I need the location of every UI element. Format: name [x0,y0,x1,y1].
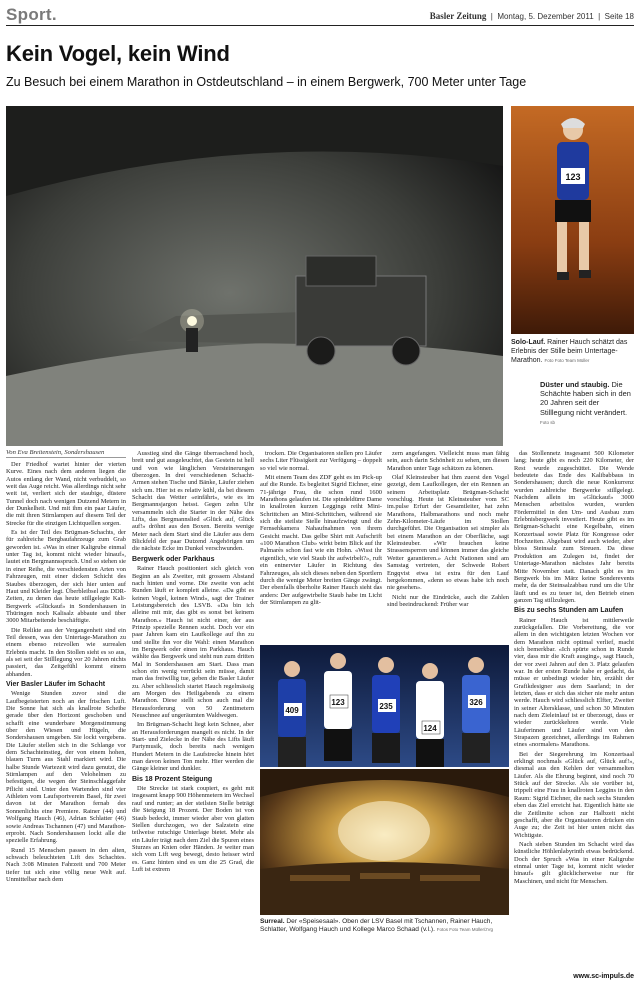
hall-illustration [260,769,509,915]
hall-photo-credit: Fotos Foto Team Müller/zVg [436,927,493,933]
paragraph: Mit einem Team des ZDF geht es im Pick-up auf die Runde. Es begleitet Sigrid Eichner, eine 71-jährige Frau, die schon rund 1600 Marathons gelaufen ist. Die spindeldürre Dame in knallroten kurzen Leggings reiht Mini-Schrittchen an Mini-Schrittchen, während sie sich die steilste Stelle hinaufzwingt und die Fernsehkamera Nahaufnahmen von ihrem Gesicht macht. Das gelbe Shirt mit Aufschrift «100 Marathon Club» wirkt beim Blick auf ihr Palmarès schon fast wie ein Hohn. «Wisst ihr eigentlich, wie viel Staub ihr aufwirbelt?», ruft ein entnervter Läufer in Richtung des Fahrzeuges, als sich dieses neben den Sportlern durch die wenige Meter breiten Gänge zwängt. Der ebenfalls überholte Rainer Hauch sieht das anders: Der aufgewirbelte Staub habe im Licht der Stirnlampen zu glit- [260,474,382,606]
tunnel-caption [540,380,634,427]
subheading: Bergwerk oder Parkhaus [132,555,215,563]
paragraph: trocken. Die Organisatoren stellen pro Läufer sechs Liter Flüssigkeit zur Verfügung – doppelt so viel wie normal. [260,450,382,472]
solo-bib-number: 123 [565,172,581,182]
byline-rule [6,457,126,458]
paragraph: Im Brügman-Schacht liegt kein Schnee, aber an Herausforderungen mangelt es nicht. In der Start- und Zielecke in der Nähe des Lifts läuft Partymusik, doch bereits nach wenigen Hundert Metern in die Laufstrecke hinein hört man davon keinen Ton mehr. Hier werden die Gänge kleiner und dunkler. [132,721,254,773]
paragraph: Wenige Stunden zuvor sind die Laufbegeisterten noch an der frischen Luft. Die Sonne hat sich als knallrote Scheibe gerade über den Horizont geschoben und schafft eine wunderbare Morgenstimmung über den Wiesen und Hügeln, die Sondershausen umgeben. Sie lockt vergebens. Die Läufer stellen sich in die Schlange vor dem Schachteinstieg, der von einem hohen, blauen Turm aus Stahl markiert wird. Die halbe Stunde Wartezeit wird dazu genutzt, die Stirnlampen auf den Velohelmen zu befestigen, die wegen der Steinschlaggefahr Pflicht sind. Unter den Wartenden sind vier Athleten vom Laufsportverein Basel, für zwei davon ist der Marathon fernab des Sonnenlichts eine Premiere. Rainer (44) und Wolfgang Hauch (46), Adrian Schlatter (46) sowie Andreas Tschannen (47) und Marathon-erprobt. Nach Sondershausen lockt alle die spezielle Erfahrung. [6,690,126,845]
paragraph: Bei der Siegerehrung im Konzertsaal erklingt nochmals «Glück auf, Glück auf!», diesmal aus den Kehlen der versammelten Läufer. Als die Ehrung beginnt, sind noch 70 Stück auf der Strecke. Als sie vorüber ist, trippelt eine Frau in knallroten Leggins in den Raum: Sigrid Eichner, die nach sechs Stunden eben das Ziel erreicht hat. Eigentlich hätte sie die Zeitlimite schon zur Halbzeit nicht geschafft, aber die Organisatoren drücken ein Auge zu; die Zeit ist hier unten nicht das Wichtigste. [514,750,634,839]
paragraph: zern angefangen. Vielleicht muss man fähig sein, auch darin Schönheit zu sehen, um diesen Marathon unter Tage schätzen zu können. [387,450,509,472]
newspaper-name: Basler Zeitung [429,11,487,21]
section-title: Sport. [6,5,57,24]
tunnel-photo-credit: Foto sb [540,419,556,425]
tunnel-caption-text: Die Schächte haben sich in den 20 Jahren seit der Stilllegung nicht verändert. [540,380,631,417]
paragraph: Nicht nur die Eindrücke, auch die Zahlen sind beeindruckend: Früher war [387,593,509,608]
bib-number: 409 [285,706,299,715]
paragraph: Ausstieg sind die Gänge überraschend hoch, breit und gut ausgeleuchtet, das Gestein ist hell und von wie länglichen Versteinerungen überzogen. In drei verschiedenen Schacht-Armen stehen Tische und Bänke, Läufer ziehen sich um. Hier ist es relativ kühl, da bei diesem Schacht das Wetter «einfährt», wie es im Bergmannsjargon heisst. Gegen zehn Uhr versammeln sich die Starter in der Nähe des Lifts, das Bergmannslied «Glück auf, Glück auf!» dröhnt aus den Boxen. Bereits wenige Meter nach dem Start sind die Läufer aus dem Blickfeld der paar Dutzend Angehörigen um die nächste Ecke im Dunkel verschwunden. [132,450,254,553]
paragraph: Die Strecke ist stark coupiert, es geht mit insgesamt knapp 900 Höhenmetern im Wechsel rauf und runter; an der steilsten Stelle beträgt die Steigung 18 Prozent. Der Boden ist von Staub bedeckt, immer wieder aber von glatten Stellen durchzogen, wo der Salzstein eine teilweise rutschige Unterlage bietet. Mehr als ein Läufer trägt nach dem Ziel die Spuren eines Sturzes an Knien oder Händen. Je weiter man sich vom Lift weg bewegt, desto heisser wird es. Ganz hinten sind es um die 25 Grad, die Luft ist extrem [132,785,254,873]
article-url[interactable]: www.sc-impuls.de [573,973,634,980]
hall-caption [260,918,509,934]
bib-number: 235 [379,702,393,711]
article-column-4 [387,450,509,640]
paragraph: Rainer Hauch ist mittlerweile zurückgefallen. Die Vorbereitung, die vor allem in den wichtigsten letzten Wochen vor dem Marathon nicht optimal verlief, macht sich bemerkbar. «Ich spürte schon in Runde vier, dass mir die Kraft ausging», sagt Hauch, der vor zwei Jahren auf den 3. Platz gelaufen war. In der ersten Runde habe er gedacht, da müsse er unbedingt wieder hin, erzählt der Grafikdesigner aus dem Saarland; in der letzten, dass er sich das sicher nie mehr antun werde. Hauch wird schliesslich Elfter, Zweiter in seiner Altersklasse, und schon 30 Minuten nach dem Zieleinlauf ist er überzeugt, dass er wieder zurückkehren werde. Viele Läuferinnen und Läufer sind von den Strapazen gezeichnet, allerdings im Rahmen eines «normalen» Marathons. [514,616,634,749]
paper-info: Basler Zeitung | Montag, 5. Dezember 2011 | Seite 18 [429,11,634,21]
article-column-2 [132,450,254,979]
byline: Von Eva Breitenstein, Sondershausen [6,449,105,456]
headline: Kein Vogel, kein Wind [6,41,230,66]
issue-date: Montag, 5. Dezember 2011 [497,12,594,21]
tunnel-caption-lead: Düster und staubig. [540,380,610,389]
tunnel-illustration [6,106,503,446]
runner-caption-lead: Solo-Lauf. [511,339,546,346]
subheading: Vier Basler Läufer im Schacht [6,680,106,688]
article-column-1 [6,461,126,979]
hall-caption-lead: Surreal. [260,918,285,925]
subheading: Bis 18 Prozent Steigung [132,775,213,783]
article-column-3 [260,450,382,640]
runner-caption-text: Rainer Hauch schätzt das Erlebnis der Stille beim Untertage-Marathon. [511,339,628,364]
page-header [6,5,634,26]
paragraph: Nach sieben Stunden im Schacht wird das künstliche Höhlenlabyrinth etwas bedrückend. Doch der Spruch «Was in einer Kaligrube einmal unter Tage ist, kommt nicht wieder hinauf» gilt glücklicherweise nur für Maschinen, und nicht für Menschen. [514,840,634,885]
paragraph: Der Friedhof wartet hinter der vierten Kurve. Eines nach dem anderen liegen die Autos entlang der Wand, nicht verbuddelt, so weit das Auge reicht. Was allerdings nicht sehr weit ist, verliert sich der staubige, düstere Tunnel doch nach wenigen Dutzend Metern in der Dunkelheit. Und mit ihm ein paar Läufer, die mit ihren Stirnlampen auf diesem Teil der Strecke für die einzigen Lichtquellen sorgen. [6,461,126,527]
team-photo [260,645,509,767]
article-column-5 [514,450,634,972]
paragraph: Rainer Hauch positioniert sich gleich von Beginn an als Zweiter, mit grossem Abstand nach hinten und vorne. Die zweite von acht Runden läuft er komplett alleine. «Da gibt es keinen Vogel, keinen Wind», sagt der Trainer Leistungsbereich des LSVB. «Da bin ich alleine mit mir, das gibt es sonst bei keinem Marathon.» Hauch ist nicht einer, der aus Prinzip spezielle Rennen sucht. Doch vor ein paar Jahren kam ein Laufkollege auf ihn zu und stellte ihn vor die Wahl: einen Marathon im Bergwerk oder einen im Parkhaus. Hauch wählte das Bergwerk und steht nun zum dritten Mal in Sondershausen am Start. Dass man schon ein wenig verrückt sein müsse, damit man das freiwillig tue, geben die Basler Läufer zu. Aber schliesslich startet Hauch regelmässig am Morgen des Heiligabends zu einem Marathon. Diese stellt schon auch mal die Herausforderung von 50 Zentimetern Neuschnee auf ungeräumten Waldwegen. [132,565,254,720]
paragraph: das Stollennetz insgesamt 500 Kilometer lang; heute gibt es noch 220 Kilometer, der Rest wurde zugeschüttet. Die Wende bedeutete das Ende des Kalibabbaus in Sondershausen; durch die neue Konkurrenz wurden zahlreiche Bergwerke stillgelegt. Nachdem allein im «Glückauf» 3000 Menschen arbeitslos wurden, wurden Fördermittel in den Um- und Ausbau zum Erlebnisbergwerk investiert. Heute gibt es im Brügman-Schacht eine Kegelbahn, einen Konzertsaal sowie Platz für Kongresse oder Hochzeiten. Abgebaut wird auch wieder, aber bloss Steinsalz zum Streuen. Da diese Produktion am Zulegen ist, findet der Untertage-Marathon nächstes Jahr bereits Mitte November statt. Danach gibt es im Bergwerk bis im März keine Sonderevents mehr, da der Steinsalzabbau rund um die Uhr läuft und es zu teuer ist, den Betrieb einen ganzen Tag stillzulegen. [514,450,634,604]
subtitle: Zu Besuch bei einem Marathon in Ostdeutschland – in einem Bergwerk, 700 Meter unter Tage [6,75,527,89]
page-number: Seite 18 [604,12,634,21]
bib-number: 123 [331,698,345,707]
bib-number: 124 [423,724,437,733]
paragraph: Es ist der Teil des Brügman-Schachts, der für zahlreiche Bergbaufahrzeuge zum Grab geworden ist. «Was in einer Kaligrube einmal unter Tag ist, kommt nicht wieder hinauf», lautet ein Bergmannsspruch. Und so stehen sie in einer Reihe, die verschiedensten Arten von Fahrzeugen, mit einer dicken Schicht des Staubes überzogen, der sich hier unten auf Haut und Kleider legt. Überbleibsel aus DDR-Zeiten, zu denen das heute stillgelegte Kali-Bergwerk «Glückauf» in Sondershausen in Thüringen noch Kalisalz abbaute und über 3000 Mitarbeitende beschäftigte. [6,529,126,625]
hall-caption-text: Der «Speisesaal». Oben der LSV Basel mit Tschannen, Rainer Hauch, Schlatter, Wolfgang Hauch und Kollege Marco Schaad (v.l.). [260,918,493,934]
tunnel-photo [6,106,503,446]
runner-illustration [511,106,634,334]
paragraph: Rund 15 Menschen passen in den alten, schwach beleuchteten Lift des Schachtes. Nach 3:08 Minuten Fahrzeit und 700 Meter tiefer tut sich eine völlig neue Welt auf. Unmittelbar nach dem [6,846,126,883]
paragraph: Die Relikte aus der Vergangenheit sind ein Teil dessen, was den Untertage-Marathon zu einem ebenso reizvollen wie surrealen Erlebnis macht. In den Stollen sieht es so aus, als sei seit der Stilllegung vor 20 Jahren nichts passiert, das Zeitgefühl kommt einem abhanden. [6,626,126,678]
runner-photo [511,106,634,334]
paragraph: Olaf Kleinsteuber hat ihm zuerst den Vogel gezeigt, dem Laufkollegen, der ein Rennen an seinem Arbeitsplatz Brügman-Schacht vorschlug. Heute ist Kleinsteuber vom SC im.pulse Erfurt der Gesamtleiter, hat zehn Marathons, Halbmarathons und noch mehr Zehn-Kilometer-Läufe im Stollen durchgeführt. Die Organisation sei simpler als bei einem Marathon an der Oberfläche, sagt Kleinsteuber. «Wir brauchen keine Strassensperren und können immer das gleiche Wetter garantieren.» Acht Nationen sind am Samstag vertreten, der Schwede Robert Engqvist etwa ist extra für den Lauf hergekommen, «denn so etwas habe ich noch nie gesehen». [387,474,509,592]
runner-caption [511,338,634,365]
runner-photo-credit: Foto Foto Team Müller [544,358,590,363]
bib-number: 326 [469,698,483,707]
team-illustration [260,645,509,767]
dining-hall-photo [260,769,509,915]
subheading: Bis zu sechs Stunden am Laufen [514,607,624,615]
